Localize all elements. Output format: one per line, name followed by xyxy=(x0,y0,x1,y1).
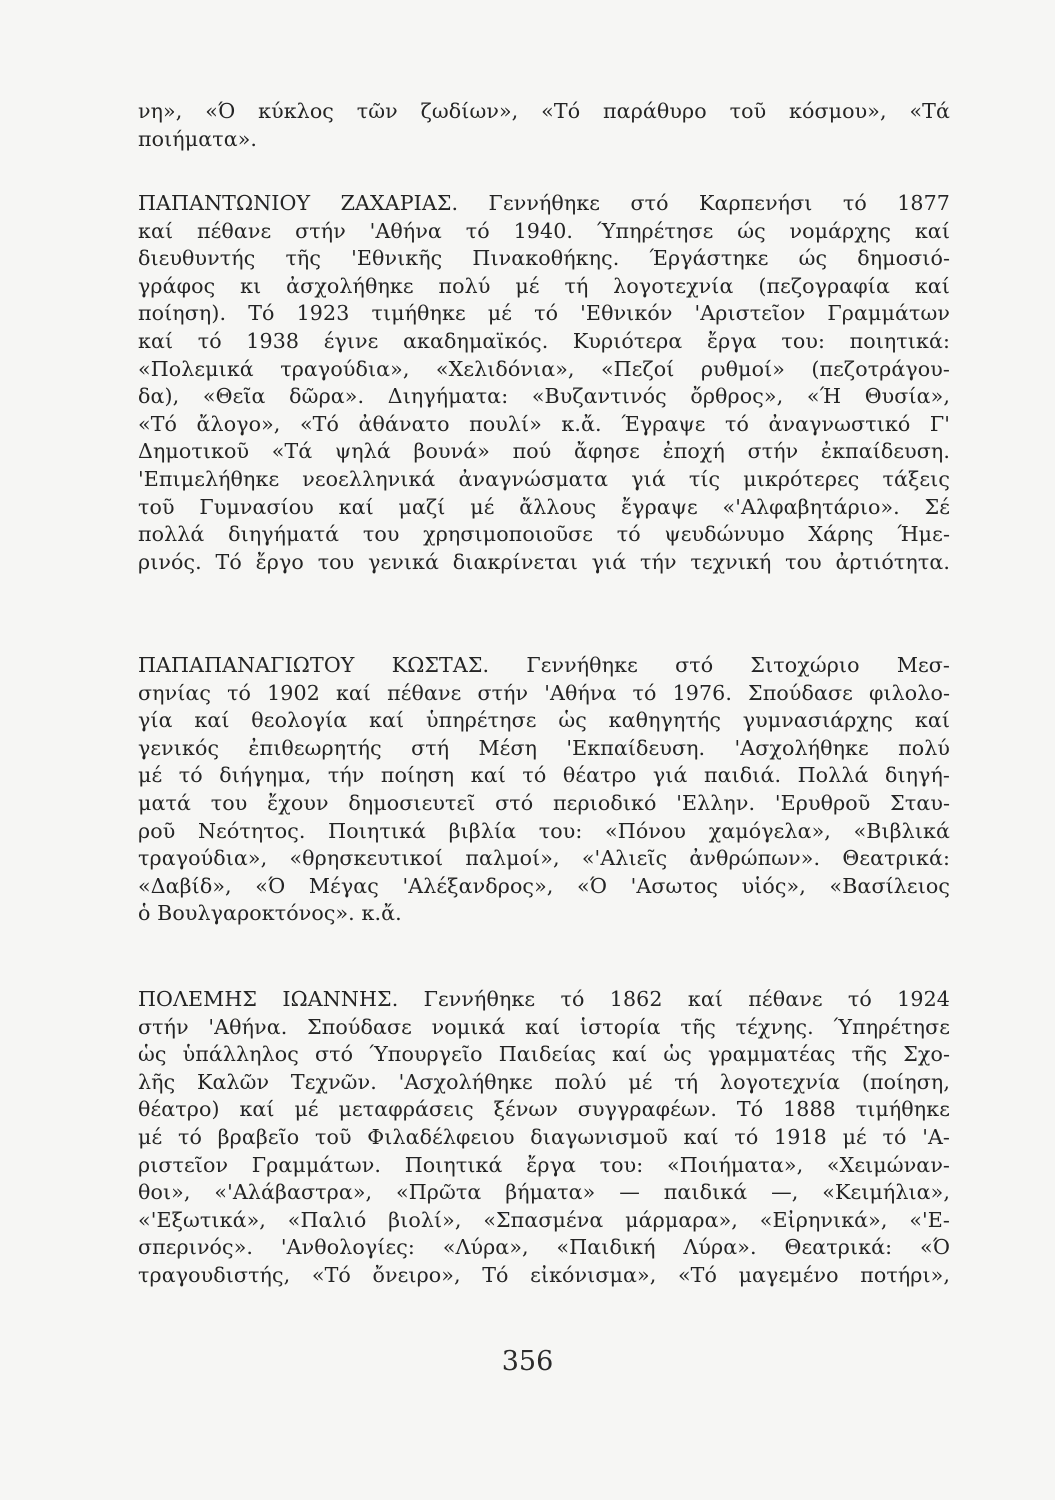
continuation-paragraph xyxy=(138,98,950,153)
text-line: ὁ Βουλγαροκτόνος». κ.ἄ. xyxy=(138,901,402,926)
text-line: θέατρο) καί μέ μεταφράσεις ξένων συγγραφέων. Τό 1888 τιμήθηκε xyxy=(138,1097,950,1122)
text-line: 'Επιμελήθηκε νεοελληνικά ἀναγνώσματα γιά τίς μικρότερες τάξεις xyxy=(138,466,950,491)
text-line: «'Εξωτικά», «Παλιό βιολί», «Σπασμένα μάρμαρα», «Εἰρηνικά», «'Ε- xyxy=(138,1207,950,1232)
text-line: ποιήματα». xyxy=(138,126,258,151)
text-line: τραγουδιστής, «Τό ὄνειρο», Τό εἰκόνισμα», «Τό μαγεμένο ποτήρι», xyxy=(138,1262,950,1287)
entry-papapanagiotou-kostas xyxy=(138,652,950,928)
entry-polemis-ioannis xyxy=(138,986,950,1290)
page-number: 356 xyxy=(501,1346,554,1377)
text-line: «Δαβίδ», «Ό Μέγας 'Αλέξανδρος», «Ό 'Ασωτος υἱός», «Βασίλειος xyxy=(138,873,950,898)
text-line: στήν 'Αθήνα. Σπούδασε νομικά καί ἱστορία τῆς τέχνης. Ύπηρέτησε xyxy=(138,1014,950,1039)
text-line: τραγούδια», «θρησκευτικοί παλμοί», «'Αλιεῖς ἀνθρώπων». Θεατρικά: xyxy=(138,846,950,871)
entry-heading-line: ΠΑΠΑΠΑΝΑΓΙΩΤΟΥ ΚΩΣΤΑΣ. Γεννήθηκε στό Σιτοχώριο Μεσ- xyxy=(138,653,950,677)
entry-heading-line: ΠΑΠΑΝΤΩΝΙΟΥ ΖΑΧΑΡΙΑΣ. Γεννήθηκε στό Καρπενήσι τό 1877 xyxy=(138,191,950,215)
text-line: Δημοτικοῦ «Τά ψηλά βουνά» πού ἄφησε ἐποχή στήν ἐκπαίδευση. xyxy=(138,439,950,464)
text-line: διευθυντής τῆς 'Εθνικῆς Πινακοθήκης. Έργάστηκε ώς δημοσιό- xyxy=(138,246,950,271)
text-line: καί πέθανε στήν 'Αθήνα τό 1940. Ύπηρέτησε ώς νομάρχης καί xyxy=(138,218,950,243)
text-line: δα), «Θεῖα δῶρα». Διηγήματα: «Βυζαντινός ὄρθρος», «Ή Θυσία», xyxy=(138,384,950,409)
text-line: σηνίας τό 1902 καί πέθανε στήν 'Αθήνα τό 1976. Σπούδασε φιλολο- xyxy=(138,680,950,705)
text-line: ματά του ἔχουν δημοσιευτεῖ στό περιοδικό 'Ελλην. 'Ερυθροῦ Σταυ- xyxy=(138,790,950,815)
text-line: γία καί θεολογία καί ὑπηρέτησε ὡς καθηγητής γυμνασιάρχης καί xyxy=(138,708,950,733)
text-line: ὡς ὑπάλληλος στό Ύπουργεῖο Παιδείας καί ὡς γραμματέας τῆς Σχο- xyxy=(138,1042,950,1067)
entry-heading-line: ΠΟΛΕΜΗΣ ΙΩΑΝΝΗΣ. Γεννήθηκε τό 1862 καί πέθανε τό 1924 xyxy=(138,987,950,1011)
text-line: πολλά διηγήματά του χρησιμοποιοῦσε τό ψευδώνυμο Χάρης Ήμε- xyxy=(138,522,950,547)
text-line: μέ τό διήγημα, τήν ποίηση καί τό θέατρο γιά παιδιά. Πολλά διηγή- xyxy=(138,763,950,788)
text-line: θοι», «'Αλάβαστρα», «Πρῶτα βήματα» — παιδικά —, «Κειμήλια», xyxy=(138,1180,950,1205)
text-line: «Τό ἄλογο», «Τό ἀθάνατο πουλί» κ.ἄ. Έγραψε τό ἀναγνωστικό Γ' xyxy=(138,411,950,436)
text-line: ροῦ Νεότητος. Ποιητικά βιβλία του: «Πόνου χαμόγελα», «Βιβλικά xyxy=(138,818,950,843)
text-line: γενικός ἐπιθεωρητής στή Μέση 'Εκπαίδευση. 'Ασχολήθηκε πολύ xyxy=(138,735,950,760)
entry-papantoniou-zacharias xyxy=(138,190,950,576)
text-line: ριστεῖον Γραμμάτων. Ποιητικά ἔργα του: «Ποιήματα», «Χειμώναν- xyxy=(138,1152,950,1177)
text-line: ρινός. Τό ἔργο του γενικά διακρίνεται γιά τήν τεχνική του ἀρτιότητα. xyxy=(138,549,950,574)
text-line: νη», «Ό κύκλος τῶν ζωδίων», «Τό παράθυρο τοῦ κόσμου», «Τά xyxy=(138,99,950,123)
text-line: «Πολεμικά τραγούδια», «Χελιδόνια», «Πεζοί ρυθμοί» (πεζοτράγου- xyxy=(138,356,950,381)
text-line: γράφος κι ἀσχολήθηκε πολύ μέ τή λογοτεχνία (πεζογραφία καί xyxy=(138,273,950,298)
text-line: σπερινός». 'Ανθολογίες: «Λύρα», «Παιδική Λύρα». Θεατρικά: «Ό xyxy=(138,1235,950,1260)
text-line: λῆς Καλῶν Τεχνῶν. 'Ασχολήθηκε πολύ μέ τή λογοτεχνία (ποίηση, xyxy=(138,1069,950,1094)
text-line: ποίηση). Τό 1923 τιμήθηκε μέ τό 'Εθνικόν 'Αριστεῖον Γραμμάτων xyxy=(138,301,950,326)
text-line: μέ τό βραβεῖο τοῦ Φιλαδέλφειου διαγωνισμοῦ καί τό 1918 μέ τό 'Α- xyxy=(138,1124,950,1149)
text-line: καί τό 1938 έγινε ακαδημαϊκός. Κυριότερα ἔργα του: ποιητικά: xyxy=(138,328,950,353)
text-line: τοῦ Γυμνασίου καί μαζί μέ ἄλλους ἔγραψε «'Αλφαβητάριο». Σέ xyxy=(138,494,950,519)
